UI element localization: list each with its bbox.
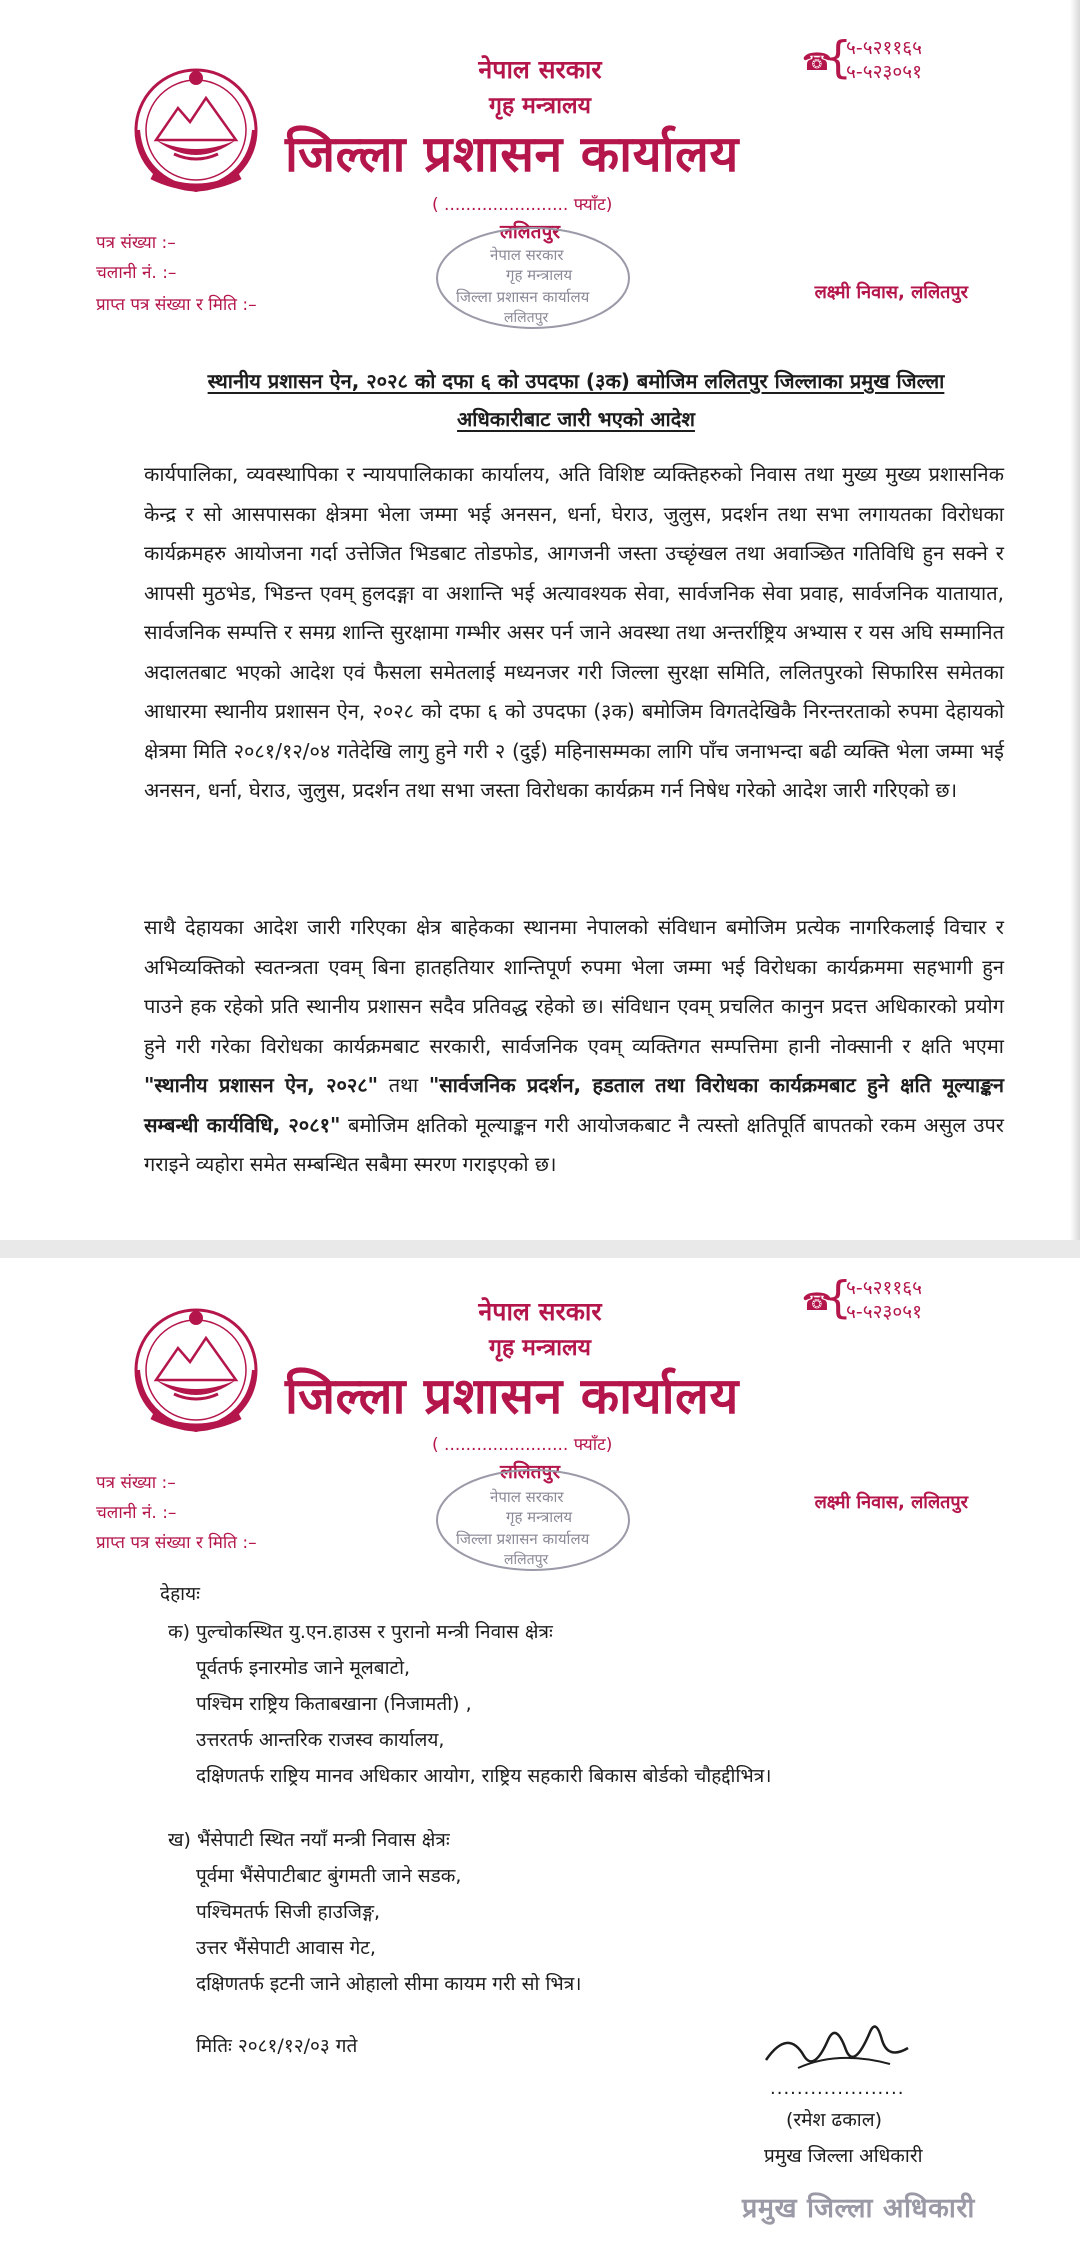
order-heading [150,362,1002,438]
office-stamp-icon [428,220,638,335]
letter-page-2 [0,1258,1080,2266]
order-date: मितिः २०८१/१२/०३ गते [196,2035,358,2057]
telephone-icon: ☎ [802,48,832,76]
stamp-line-1: नेपाल सरकार [490,246,564,264]
phone-number-1: ५-५२११६५ [846,37,923,59]
area-a-south: दक्षिणतर्फ राष्ट्रिय मानव अधिकार आयोग, राष्ट्रिय सहकारी बिकास बोर्डको चौहद्दीभित्र। [196,1765,772,1787]
dispatch-number-label: चलानी नं. :– [96,263,177,283]
signature-line: .................... [770,2078,905,2099]
fax-line: ( ....................... फ्याँट) [432,1435,613,1455]
office-address: लक्ष्मी निवास, ललितपुर [814,282,968,303]
order-paragraph-1: कार्यपालिका, व्यवस्थापिका र न्यायपालिकाका कार्यालय, अति विशिष्ट व्यक्तिहरुको निवास तथा मुख्य मुख्य प्रशासनिक केन्द्र र सो आसपासका क्षेत्रमा भेला जम्मा भई अनसन, धर्ना, घेराउ, जुलुस, प्रदर्शन तथा सभा लगायतका विरोधका कार्यक्रमहरु आयोजना गर्दा उत्तेजित भिडबाट तोडफोड, आगजनी जस्ता उच्छृंखल तथा अवाञ्छित गतिविधि हुन सक्ने र आपसी मुठभेड, भिडन्त एवम् हुलदङ्गा वा अशान्ति भई अत्यावश्यक सेवा, सार्वजनिक सेवा प्रवाह, सार्वजनिक यातायात, सार्वजनिक सम्पत्ति र समग्र शान्ति सुरक्षामा गम्भीर असर पर्न जाने अवस्था तथा अन्तर्राष्ट्रिय अभ्यास र यस अघि सम्मानित अदालतबाट भएको आदेश एवं फैसला समेतलाई मध्यनजर गरी जिल्ला सुरक्षा समिति, ललितपुरको सिफारिस समेतका आधारमा स्थानीय प्रशासन ऐन, २०२८ को दफा ६ को उपदफा (३क) बमोजिम विगतदेखिकै निरन्तरताको रुपमा देहायको क्षेत्रमा मिति २०८१/१२/०४ गतेदेखि लागु हुने गरी २ (दुई) महिनासम्मका लागि पाँच जनाभन्दा बढी व्यक्ति भेला जम्मा भई अनसन, धर्ना, घेराउ, जुलुस, प्रदर्शन तथा सभा जस्ता विरोधका कार्यक्रम गर्न निषेध गरेको आदेश जारी गरिएको छ। [144,462,1004,802]
area-a-title: क) पुल्चोकस्थित यु.एन.हाउस र पुरानो मन्त्री निवास क्षेत्रः [168,1621,553,1643]
area-b-east: पूर्वमा भैंसेपाटीबाट बुंगमती जाने सडक, [196,1865,462,1887]
area-a-east: पूर्वतर्फ इनारमोड जाने मूलबाटो, [196,1657,411,1679]
area-a-west: पश्चिम राष्ट्रिय किताबखाना (निजामती) , [196,1693,472,1715]
fax-line: ( ....................... फ्याँट) [432,195,613,215]
stamp-line-1: नेपाल सरकार [490,1488,564,1506]
ministry-name: गृह मन्त्रालय [489,1335,591,1361]
office-name: जिल्ला प्रशासन कार्यालय [285,1367,739,1425]
telephone-icon: ☎ [802,1288,832,1316]
place-name: ललितपुर [500,1461,561,1483]
area-b-north: उत्तर भैंसेपाटी आवास गेट, [196,1937,376,1959]
order-heading-line-2: अधिकारीबाट जारी भएको आदेश [457,407,695,431]
brace-icon: { [824,32,852,83]
ministry-name: गृह मन्त्रालय [489,93,591,119]
office-stamp-icon [428,1462,638,1577]
signatory-title: प्रमुख जिल्ला अधिकारी [764,2145,923,2167]
received-letter-label: प्राप्त पत्र संख्या र मिति :– [96,1533,257,1553]
letter-number-label: पत्र संख्या :– [96,1473,176,1493]
letter-number-label: पत्र संख्या :– [96,233,176,253]
area-a-north: उत्तरतर्फ आन्तरिक राजस्व कार्यालय, [196,1729,445,1751]
phone-number-1: ५-५२११६५ [846,1277,923,1299]
paragraph-2-ending: बमोजिम क्षतिको मूल्याङ्कन गरी आयोजकबाट नै त्यस्तो क्षतिपूर्ति बापतको रकम असुल उपर गराइने व्यहोरा समेत सम्बन्धित सबैमा स्मरण गराइएको छ। [144,1112,1004,1176]
phone-number-2: ५-५२३०५१ [846,1301,923,1323]
signatory-name: (रमेश ढकाल) [786,2109,883,2131]
phone-number-2: ५-५२३०५१ [846,61,923,83]
stamp-line-2: गृह मन्त्रालय [506,1508,573,1526]
stamp-line-4: ललितपुर [504,1552,549,1568]
area-b-west: पश्चिमतर्फ सिजी हाउजिङ्ग, [196,1901,381,1923]
paragraph-2-text: साथै देहायका आदेश जारी गरिएका क्षेत्र बाहेकका स्थानमा नेपालको संविधान बमोजिम प्रत्येक नागरिकलाई विचार र अभिव्यक्तिको स्वतन्त्रता एवम् बिना हातहतियार शान्तिपूर्ण रुपमा भेला जम्मा भई विरोधका कार्यक्रममा सहभागी हुन पाउने हक रहेको प्रति स्थानीय प्रशासन सदैव प्रतिवद्ध रहेको छ। संविधान एवम् प्रचलित कानुन प्रदत्त अधिकारको प्रयोग हुने गरी गरेका विरोधका कार्यक्रमबाट सरकारी, सार्वजनिक एवम् व्यक्तिगत सम्पत्तिमा हानी नोक्सानी र क्षति भएमा [144,915,1004,1058]
paragraph-2-connector: तथा [378,1073,429,1097]
order-paragraph-2 [144,908,1004,1185]
signature-icon [758,2010,918,2080]
stamp-line-4: ललितपुर [504,310,549,326]
area-b-title: ख) भैंसेपाटी स्थित नयाँ मन्त्री निवास क्षेत्रः [168,1829,450,1851]
order-heading-line-1: स्थानीय प्रशासन ऐन, २०२८ को दफा ६ को उपदफा (३क) बमोजिम ललितपुर जिल्लाका प्रमुख जिल्ला [207,369,945,393]
office-name: जिल्ला प्रशासन कार्यालय [285,125,739,183]
government-name: नेपाल सरकार [478,55,602,84]
place-name: ललितपुर [500,221,561,243]
stamp-line-3: जिल्ला प्रशासन कार्यालय [456,1530,590,1548]
schedule-title: देहायः [160,1583,200,1605]
paragraph-2-procedure-name: "सार्वजनिक प्रदर्शन, हडताल तथा विरोधका कार्यक्रमबाट हुने क्षति मूल्याङ्कन सम्बन्धी कार्यविधि, २०८१" [144,1073,1004,1137]
received-letter-label: प्राप्त पत्र संख्या र मिति :– [96,295,257,315]
area-b-south: दक्षिणतर्फ इटनी जाने ओहालो सीमा कायम गरी सो भित्र। [196,1973,582,1995]
office-address: लक्ष्मी निवास, ललितपुर [814,1492,968,1513]
designation-stamp: प्रमुख जिल्ला अधिकारी [742,2193,975,2224]
stamp-line-2: गृह मन्त्रालय [506,266,573,284]
paragraph-2-act-name: "स्थानीय प्रशासन ऐन, २०२८" [144,1073,379,1097]
stamp-line-3: जिल्ला प्रशासन कार्यालय [456,288,590,306]
brace-icon: { [824,1272,852,1323]
dispatch-number-label: चलानी नं. :– [96,1503,177,1523]
government-name: नेपाल सरकार [478,1297,602,1326]
